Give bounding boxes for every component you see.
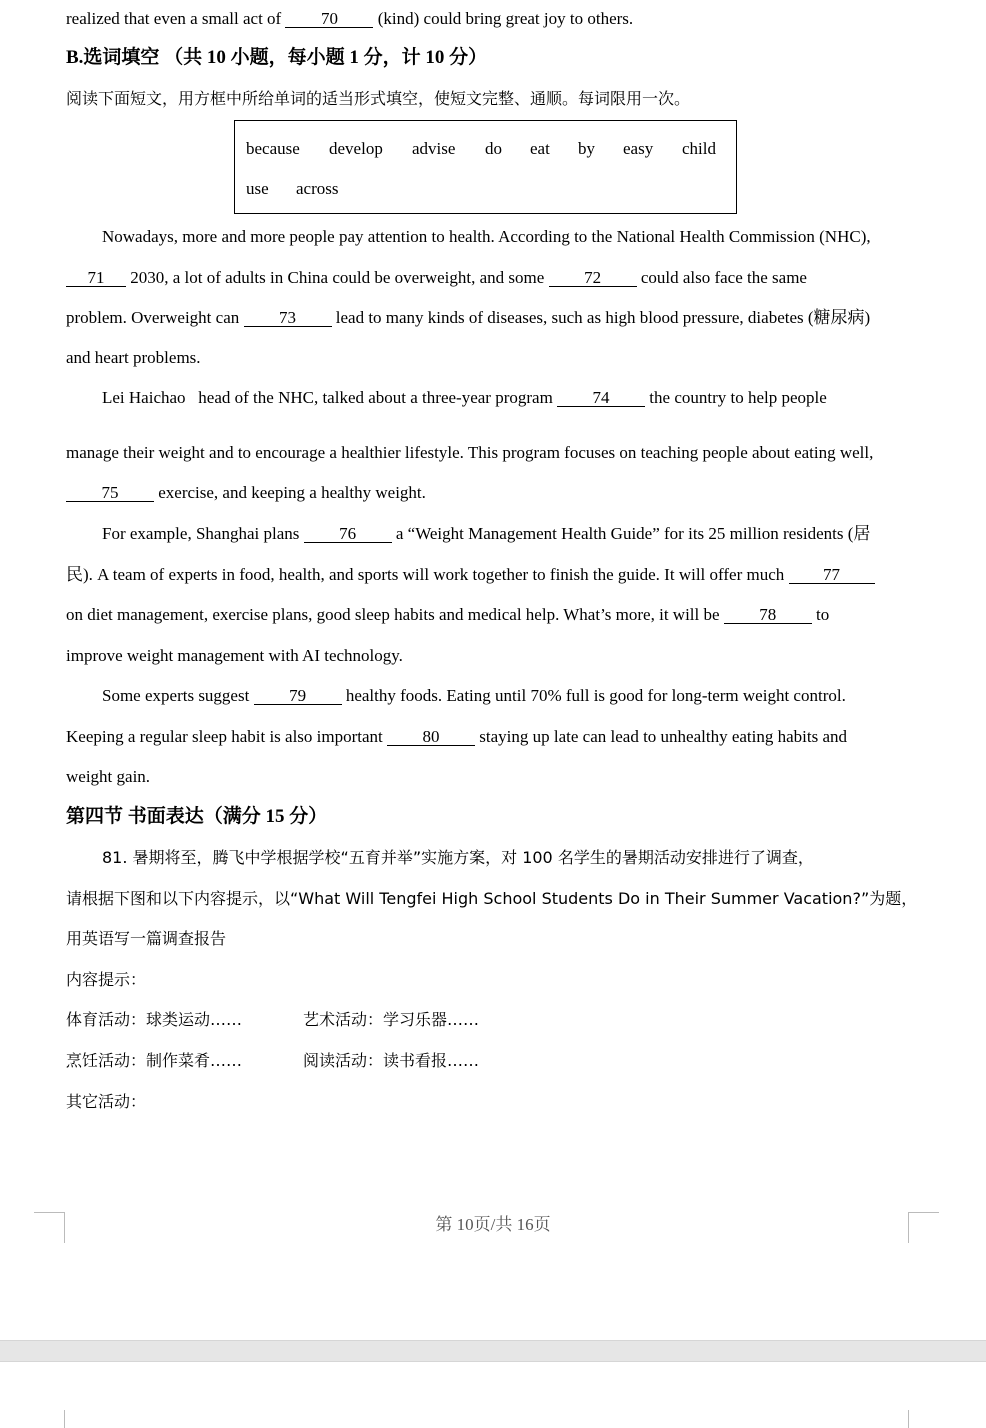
next-page — [0, 1362, 986, 1428]
passage-line: For example, Shanghai plans 76 a “Weight Management Health Guide” for its 25 million residents (居 — [102, 524, 871, 543]
blank-71: 71 — [66, 269, 126, 287]
blank-76: 76 — [304, 525, 392, 543]
section-4-title: 第四节 书面表达（满分 15 分） — [66, 806, 328, 827]
word-item: by — [578, 139, 595, 158]
passage-line: weight gain. — [66, 767, 151, 786]
word-item: across — [296, 179, 339, 198]
passage-line: 民). A team of experts in food, health, and sports will work together to finish the guide. It will offer much 77 — [66, 565, 875, 585]
line-question-70: realized that even a small act of 70 (kind) could bring great joy to others. — [66, 9, 634, 28]
hint-arts: 艺术活动：学习乐器…… — [303, 1010, 480, 1029]
blank-70: 70 — [285, 10, 373, 28]
blank-74: 74 — [557, 389, 645, 407]
passage-line: Lei Haichao head of the NHC, talked about a three-year program 74 the country to help people — [102, 388, 827, 407]
passage-line: Nowadays, more and more people pay attention to health. According to the National Health Commission (NHC), — [102, 227, 871, 246]
word-item: do — [485, 139, 502, 158]
blank-75: 75 — [66, 484, 154, 502]
word-item: because — [246, 139, 300, 158]
word-item: child — [682, 139, 716, 158]
task-81-line: 用英语写一篇调查报告 — [66, 929, 227, 948]
passage-line: 71 2030, a lot of adults in China could be overweight, and some 72 could also face the same — [66, 268, 807, 288]
word-box — [234, 120, 737, 214]
blank-72: 72 — [549, 269, 637, 287]
hint-other: 其它活动： — [66, 1092, 147, 1111]
passage-line: manage their weight and to encourage a healthier lifestyle. This program focuses on teaching people about eating well, — [66, 443, 874, 462]
task-81-line: 81. 暑期将至，腾飞中学根据学校“五育并举”实施方案，对 100 名学生的暑期活动安排进行了调查， — [102, 848, 814, 867]
passage-line: 75 exercise, and keeping a healthy weight. — [66, 483, 426, 503]
blank-73: 73 — [244, 309, 332, 327]
hint-sports: 体育活动：球类运动…… — [66, 1010, 243, 1029]
word-item: eat — [530, 139, 550, 158]
blank-77: 77 — [789, 566, 875, 584]
passage-line: and heart problems. — [66, 348, 201, 367]
word-item: develop — [329, 139, 383, 158]
hint-cooking: 烹饪活动：制作菜肴…… — [66, 1051, 243, 1070]
page-footer: 第 10页/共 16页 — [435, 1215, 551, 1234]
word-item: advise — [412, 139, 456, 158]
word-item: use — [246, 179, 269, 198]
section-b-title: B.选词填空 （共 10 小题，每小题 1 分，计 10 分） — [66, 47, 488, 68]
blank-78: 78 — [724, 606, 812, 624]
page-separator — [0, 1340, 986, 1362]
passage-line: on diet management, exercise plans, good sleep habits and medical help. What’s more, it will be 78 to — [66, 605, 830, 624]
hint-label: 内容提示： — [66, 970, 147, 989]
hint-reading: 阅读活动：读书看报…… — [303, 1051, 480, 1070]
word-item: easy — [623, 139, 654, 158]
task-81-line: 请根据下图和以下内容提示，以“What Will Tengfei High School Students Do in Their Summer Vacation?”为题， — [66, 889, 918, 908]
passage-line: improve weight management with AI technology. — [66, 646, 403, 665]
passage-line: problem. Overweight can 73 lead to many kinds of diseases, such as high blood pressure, diabetes (糖尿病) — [66, 308, 871, 327]
page-corner-mark — [908, 1410, 909, 1428]
passage-line: Keeping a regular sleep habit is also important 80 staying up late can lead to unhealthy eating habits and — [66, 727, 848, 746]
passage-line: Some experts suggest 79 healthy foods. Eating until 70% full is good for long-term weight control. — [102, 686, 846, 705]
instructions: 阅读下面短文，用方框中所给单词的适当形式填空，使短文完整、通顺。每词限用一次。 — [66, 89, 691, 108]
blank-80: 80 — [387, 728, 475, 746]
blank-79: 79 — [254, 687, 342, 705]
page-corner-mark — [64, 1410, 65, 1428]
